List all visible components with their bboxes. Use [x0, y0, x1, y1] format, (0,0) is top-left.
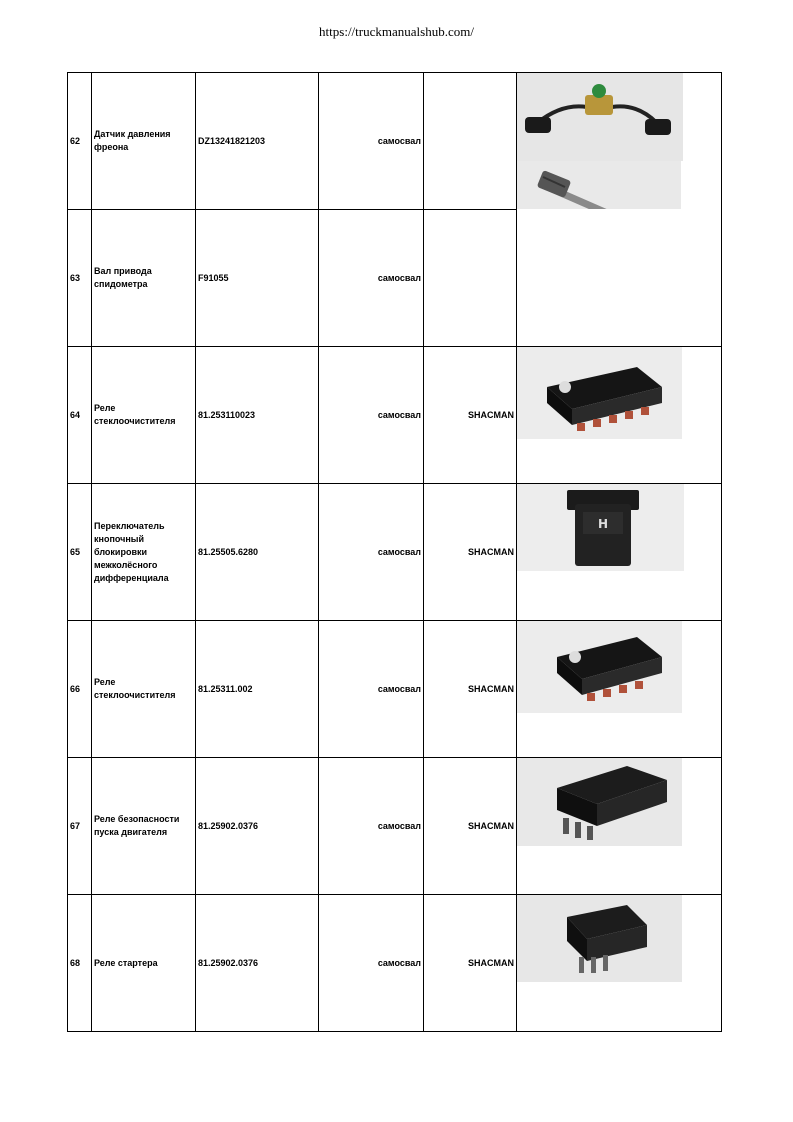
part-image-cell: [517, 484, 722, 621]
vehicle-type: самосвал: [319, 758, 424, 895]
part-image-cell: [517, 210, 722, 347]
table-row: [68, 73, 722, 210]
row-number: 66: [68, 621, 92, 758]
brand: SHACMAN: [424, 347, 517, 484]
part-code: 81.253110023: [196, 347, 319, 484]
part-code: DZ13241821203: [196, 73, 319, 210]
part-code: 81.25902.0376: [196, 758, 319, 895]
parts-table: [67, 72, 722, 1032]
part-image-cell: [517, 347, 722, 484]
table-row: [68, 758, 722, 895]
row-number: 64: [68, 347, 92, 484]
row-number: 67: [68, 758, 92, 895]
vehicle-type: самосвал: [319, 484, 424, 621]
table-row: [68, 347, 722, 484]
table-row: [68, 484, 722, 621]
row-number: 62: [68, 73, 92, 210]
pressure-sensor-photo: [517, 73, 683, 161]
part-image-cell: [517, 895, 722, 1032]
speedometer-shaft-photo: [517, 161, 681, 210]
row-number: 65: [68, 484, 92, 621]
part-code: 81.25505.6280: [196, 484, 319, 621]
brand: SHACMAN: [424, 758, 517, 895]
part-image-cell: [517, 73, 722, 210]
relay-photo: [517, 347, 682, 439]
row-number: 63: [68, 210, 92, 347]
page-url[interactable]: https://truckmanualshub.com/: [319, 24, 474, 39]
table-row: [68, 210, 722, 347]
brand: [424, 210, 517, 347]
brand: SHACMAN: [424, 621, 517, 758]
part-name: Датчик давления фреона: [92, 73, 196, 210]
relay-small-photo: [517, 895, 682, 982]
brand: SHACMAN: [424, 895, 517, 1032]
part-image-cell: [517, 621, 722, 758]
part-name: Реле стеклоочистителя: [92, 347, 196, 484]
rocker-switch-photo: [517, 484, 684, 571]
part-name: Реле стартера: [92, 895, 196, 1032]
part-name: Реле стеклоочистителя: [92, 621, 196, 758]
svg-text:H: H: [597, 517, 609, 531]
part-name: Вал привода спидометра: [92, 210, 196, 347]
vehicle-type: самосвал: [319, 895, 424, 1032]
table-row: [68, 895, 722, 1032]
vehicle-type: самосвал: [319, 621, 424, 758]
table-row: [68, 621, 722, 758]
part-name: Переключатель кнопочный блокировки межколёсного дифференциала: [92, 484, 196, 621]
part-code: 81.25311.002: [196, 621, 319, 758]
vehicle-type: самосвал: [319, 73, 424, 210]
row-number: 68: [68, 895, 92, 1032]
vehicle-type: самосвал: [319, 347, 424, 484]
brand: [424, 73, 517, 210]
part-name: Реле безопасности пуска двигателя: [92, 758, 196, 895]
brand: SHACMAN: [424, 484, 517, 621]
relay-photo: [517, 621, 682, 713]
part-code: 81.25902.0376: [196, 895, 319, 1032]
vehicle-type: самосвал: [319, 210, 424, 347]
relay-black-photo: [517, 758, 682, 846]
part-code: F91055: [196, 210, 319, 347]
part-image-cell: [517, 758, 722, 895]
